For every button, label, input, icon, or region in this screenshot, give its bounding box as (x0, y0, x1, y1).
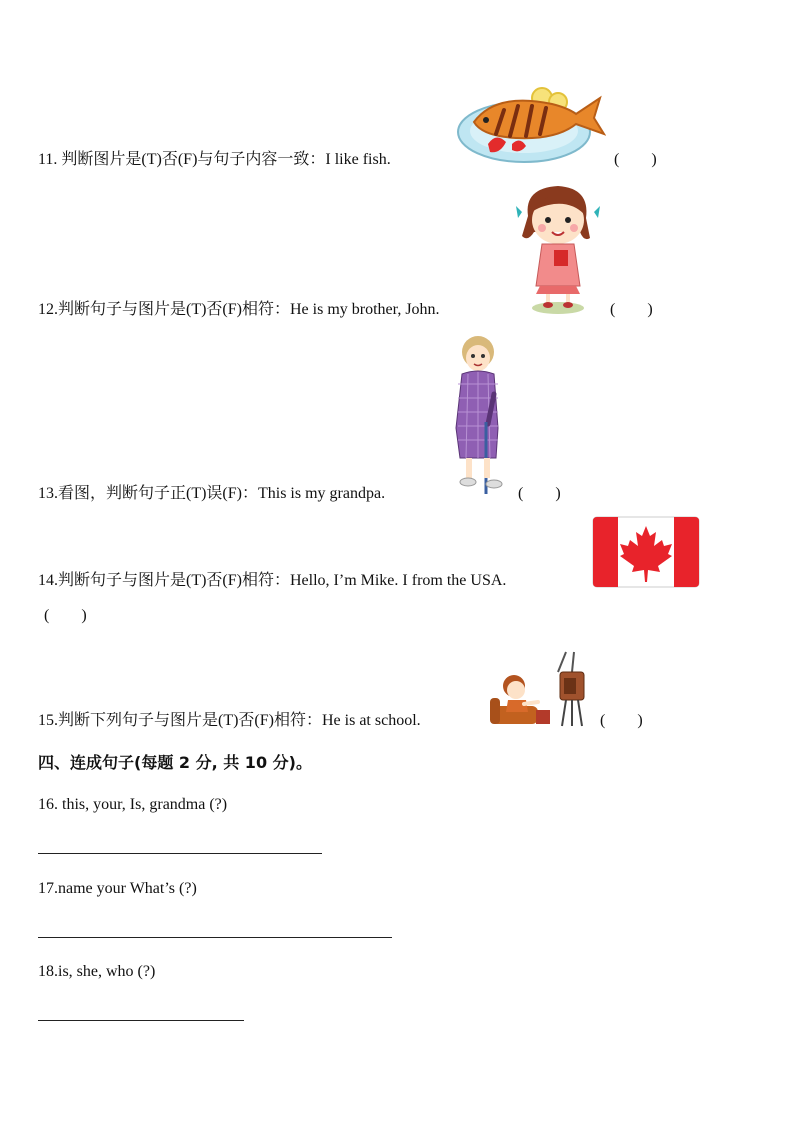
sentence-task-16: 16. this, your, Is, grandma (?) (38, 796, 228, 813)
sentence-task-18: 18.is, she, who (?) (38, 963, 156, 980)
answer-blank-15[interactable]: ( ) (600, 712, 643, 729)
answer-line-18[interactable] (38, 1020, 244, 1021)
question-11: 11. 判断图片是(T)否(F)与句子内容一致：I like fish. (38, 151, 391, 168)
answer-blank-12[interactable]: ( ) (610, 301, 653, 318)
answer-line-16[interactable] (38, 853, 322, 854)
answer-blank-11[interactable]: ( ) (614, 151, 657, 168)
answer-blank-13[interactable]: ( ) (518, 485, 561, 502)
question-12: 12.判断句子与图片是(T)否(F)相符：He is my brother, John. (38, 301, 440, 318)
section-heading: 四、连成句子(每题 2 分, 共 10 分)。 (38, 753, 312, 772)
answer-line-17[interactable] (38, 937, 392, 938)
sentence-task-17: 17.name your What’s (?) (38, 880, 197, 897)
boy-watching-tv-image (488, 650, 588, 728)
fried-fish-plate-image (456, 84, 606, 166)
question-15: 15.判断下列句子与图片是(T)否(F)相符：He is at school. (38, 712, 421, 729)
grandmother-with-cane-image (448, 334, 512, 498)
answer-blank-14[interactable]: ( ) (44, 607, 87, 624)
question-13: 13.看图，判断句子正(T)误(F)：This is my grandpa. (38, 485, 386, 502)
girl-with-book-image (514, 182, 600, 316)
canada-flag-image (592, 516, 700, 588)
question-14: 14.判断句子与图片是(T)否(F)相符：Hello, I’m Mike. I from the USA. (38, 572, 507, 589)
